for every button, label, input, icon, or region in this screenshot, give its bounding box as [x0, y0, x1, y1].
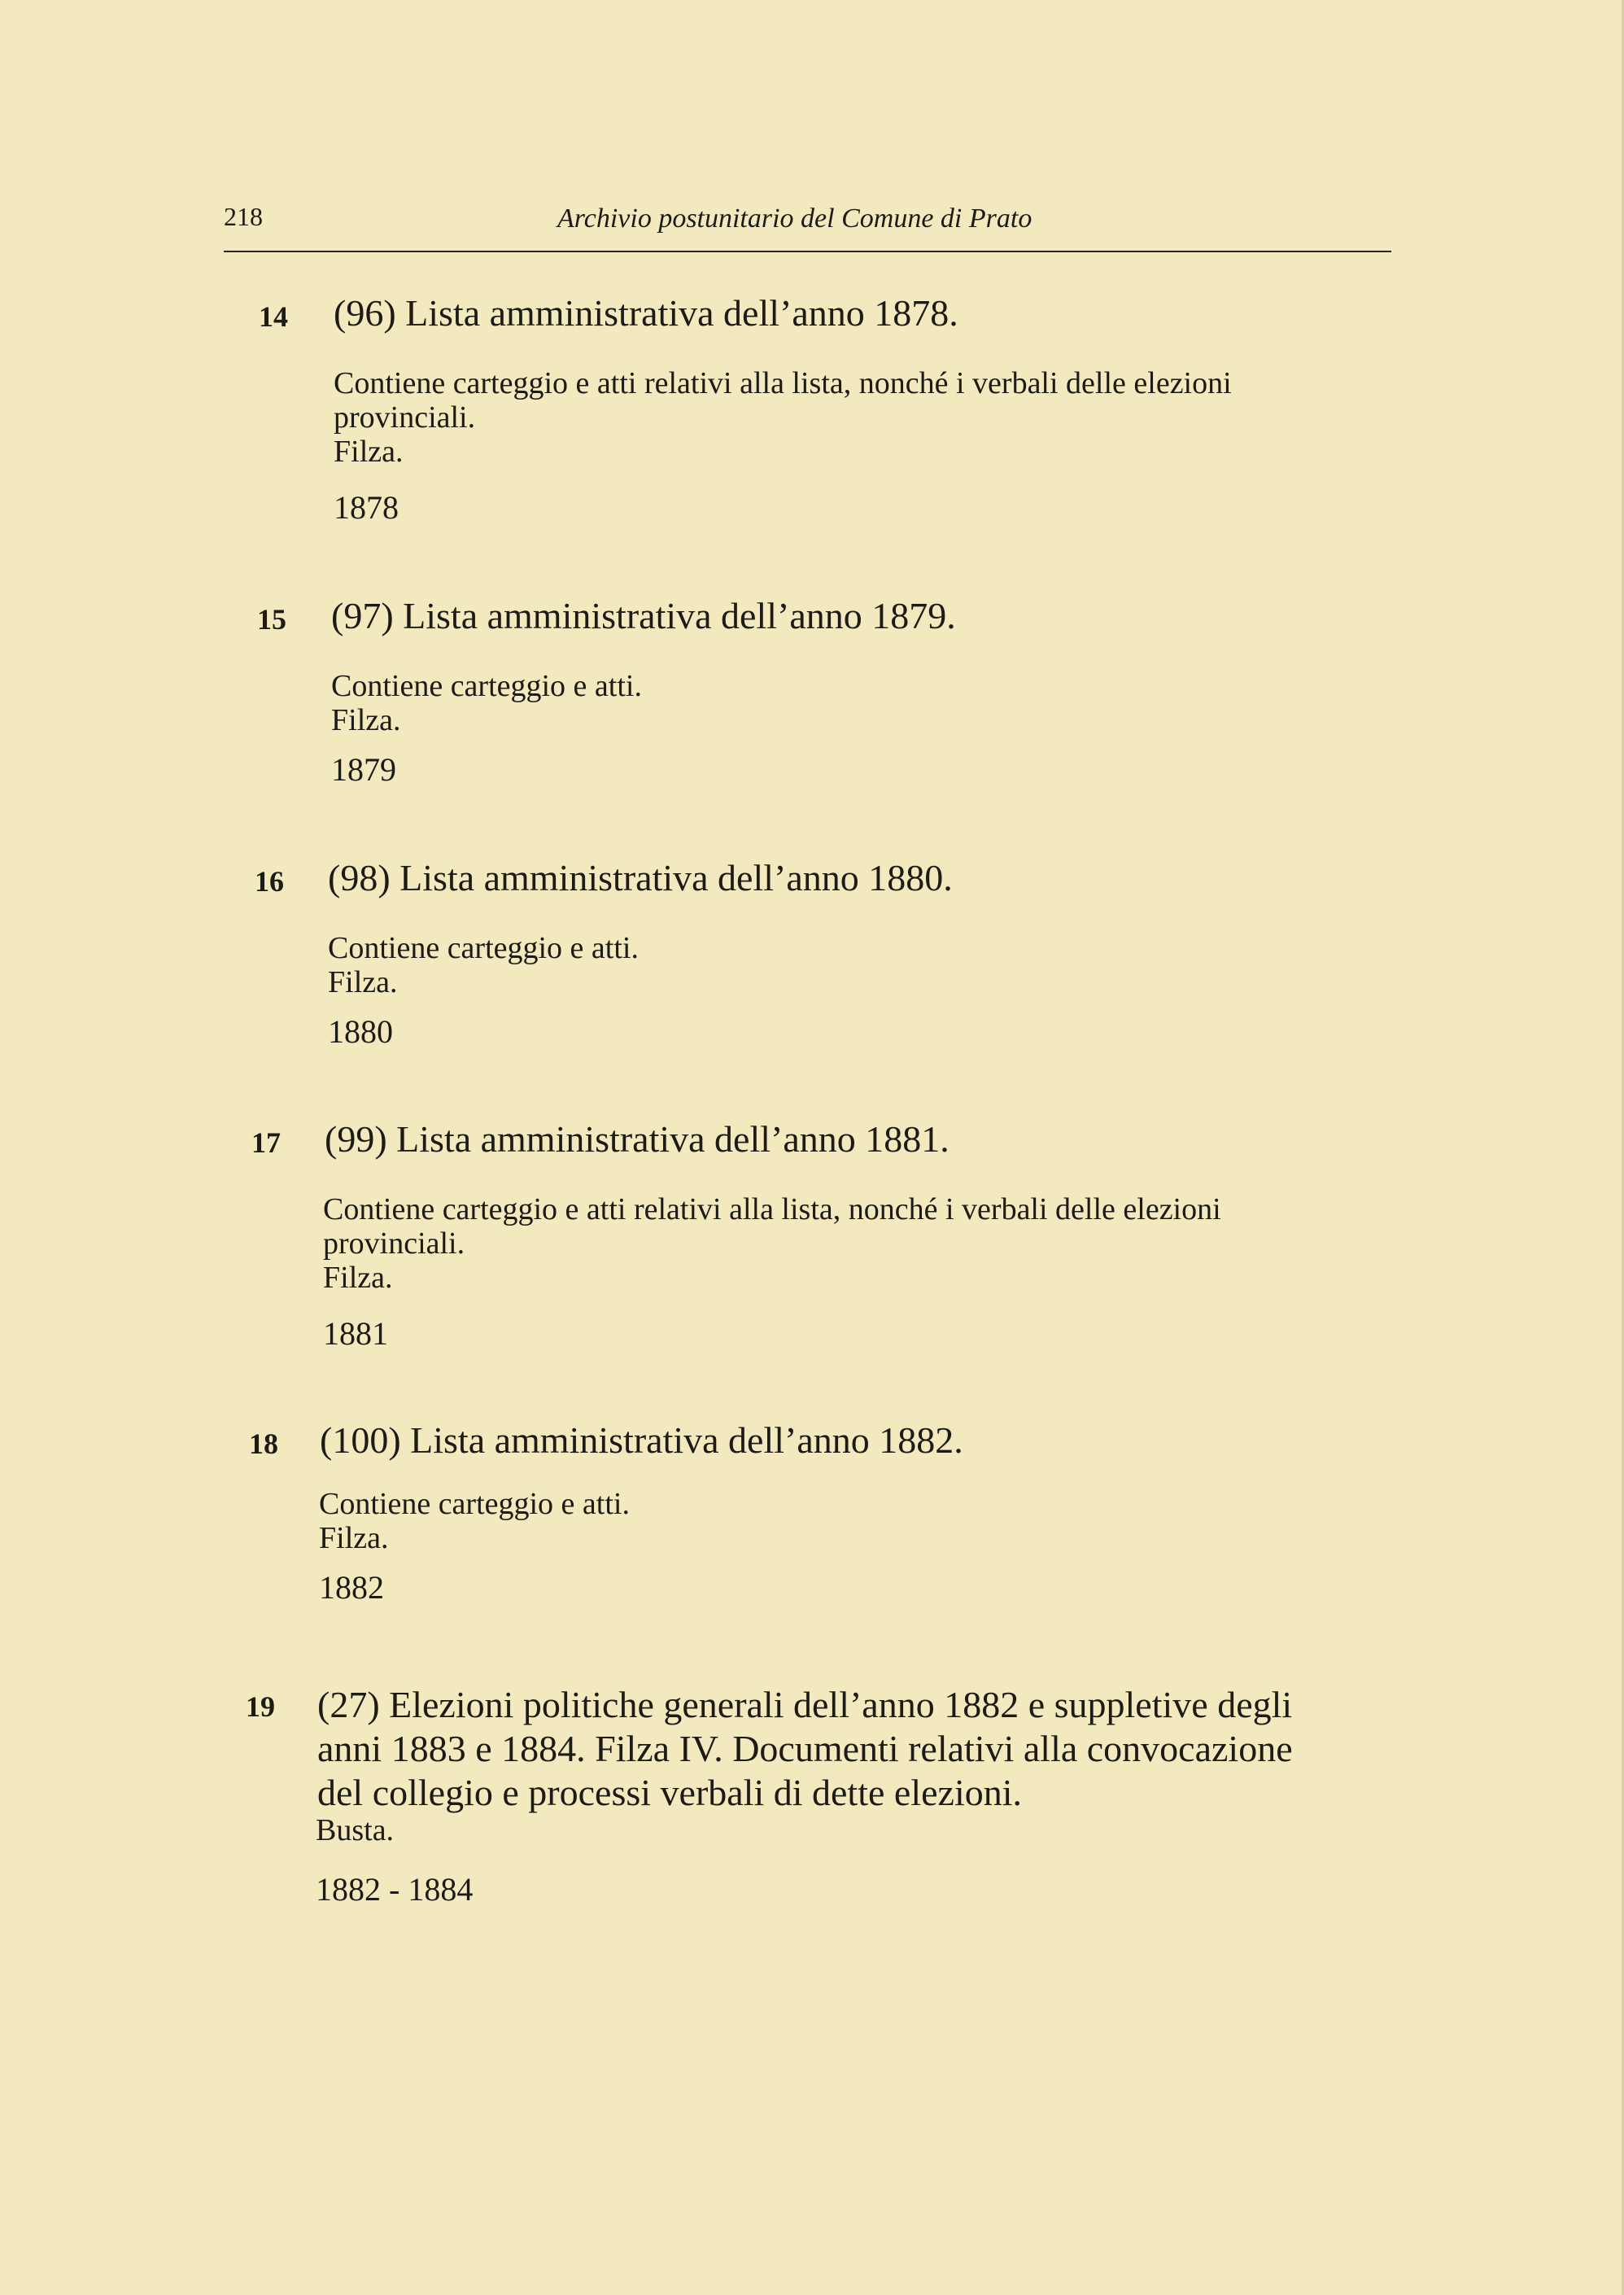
entry-year: 1880 [328, 1013, 393, 1050]
description-line: Filza. [328, 965, 398, 999]
entry-description [328, 931, 1402, 999]
entry-description [334, 366, 1408, 469]
entry-title: (98) Lista amministrativa dell’anno 1880. [328, 857, 953, 898]
entry-year: 1881 [323, 1315, 388, 1352]
description-line: provinciali. [323, 1226, 465, 1261]
entry-year: 1882 [319, 1569, 384, 1606]
entry-year: 1882 - 1884 [316, 1871, 474, 1908]
entry-number: 18 [249, 1427, 278, 1460]
description-line: Contiene carteggio e atti. [331, 669, 642, 703]
page-number: 218 [224, 202, 263, 231]
title-line: del collegio e processi verbali di dette elezioni. [317, 1772, 1023, 1813]
entry-number: 14 [259, 300, 288, 333]
entry-title: (100) Lista amministrativa dell’anno 1882. [320, 1419, 963, 1461]
entry-number: 19 [246, 1690, 275, 1723]
entry-description [316, 1813, 1390, 1847]
entry-description [331, 669, 1405, 737]
description-line: provinciali. [334, 400, 476, 435]
description-line: Filza. [323, 1261, 393, 1295]
description-line: Contiene carteggio e atti relativi alla lista, nonché i verbali delle elezioni [334, 366, 1232, 400]
entry-number: 17 [251, 1126, 281, 1159]
entry-title [317, 1683, 1293, 1815]
page-header [224, 202, 1391, 252]
entry-title: (99) Lista amministrativa dell’anno 1881. [325, 1118, 950, 1160]
description-line: Busta. [316, 1813, 395, 1847]
entry-title: (96) Lista amministrativa dell’anno 1878. [334, 292, 958, 334]
entry-title: (97) Lista amministrativa dell’anno 1879. [331, 595, 956, 636]
title-line: (27) Elezioni politiche generali dell’anno 1882 e suppletive degli [317, 1684, 1293, 1725]
entry-description [319, 1487, 1393, 1555]
description-line: Contiene carteggio e atti relativi alla lista, nonché i verbali delle elezioni [323, 1192, 1221, 1226]
description-line: Filza. [319, 1521, 389, 1555]
title-line: anni 1883 e 1884. Filza IV. Documenti relativi alla convocazione [317, 1728, 1293, 1769]
entry-year: 1878 [334, 489, 399, 526]
description-line: Filza. [331, 703, 401, 737]
entry-number: 16 [255, 865, 284, 898]
entry-year: 1879 [331, 751, 396, 788]
entry-number: 15 [257, 603, 286, 636]
running-title: Archivio postunitario del Comune di Prato [557, 203, 1032, 234]
description-line: Filza. [334, 435, 404, 469]
description-line: Contiene carteggio e atti. [328, 931, 639, 965]
description-line: Contiene carteggio e atti. [319, 1487, 630, 1521]
entry-description [323, 1192, 1397, 1295]
